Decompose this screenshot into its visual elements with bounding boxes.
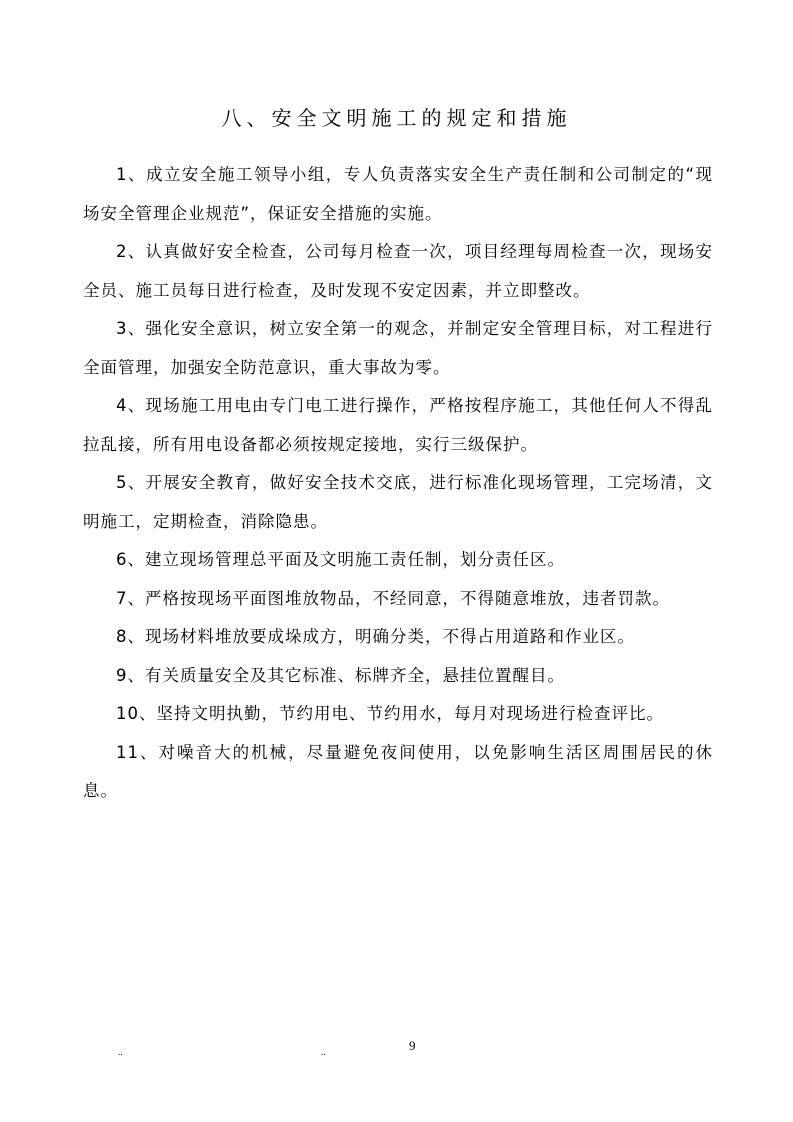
- paragraph-11: 11、对噪音大的机械，尽量避免夜间使用，以免影响生活区周围居民的休息。: [83, 742, 713, 800]
- section-title: 八、安全文明施工的规定和措施: [221, 106, 572, 130]
- paragraph-2: 2、认真做好安全检查，公司每月检查一次，项目经理每周检查一次，现场安全员、施工员每日进行检查，及时发现不安定因素，并立即整改。: [83, 242, 713, 300]
- paragraph-4: 4、现场施工用电由专门电工进行操作，严格按程序施工，其他任何人不得乱拉乱接，所有用电设备都必须按规定接地，实行三级保护。: [83, 396, 713, 454]
- paragraph-9: 9、有关质量安全及其它标准、标牌齐全，悬挂位置醒目。: [116, 665, 565, 685]
- body-text: [83, 156, 713, 811]
- paragraph-7: 7、严格按现场平面图堆放物品，不经同意，不得随意堆放，违者罚款。: [116, 588, 670, 608]
- footer-mark-middle: ..: [321, 1047, 326, 1057]
- paragraph-1: 1、成立安全施工领导小组，专人负责落实安全生产责任制和公司制定的“现场安全管理企业规范”，保证安全措施的实施。: [83, 165, 713, 223]
- paragraph-10: 10、坚持文明执勤，节约用电、节约用水，每月对现场进行检查评比。: [116, 704, 664, 723]
- page-number: 9: [409, 1038, 416, 1053]
- footer-mark-left: ..: [118, 1047, 123, 1057]
- paragraph-6: 6、建立现场管理总平面及文明施工责任制，划分责任区。: [116, 550, 565, 569]
- paragraph-8: 8、现场材料堆放要成垛成方，明确分类，不得占用道路和作业区。: [116, 627, 635, 646]
- paragraph-5: 5、开展安全教育，做好安全技术交底，进行标准化现场管理，工完场清，文明施工，定期检查，消除隐患。: [83, 473, 713, 531]
- paragraph-3: 3、强化安全意识，树立安全第一的观念，并制定安全管理目标，对工程进行全面管理，加强安全防范意识，重大事故为零。: [83, 319, 713, 377]
